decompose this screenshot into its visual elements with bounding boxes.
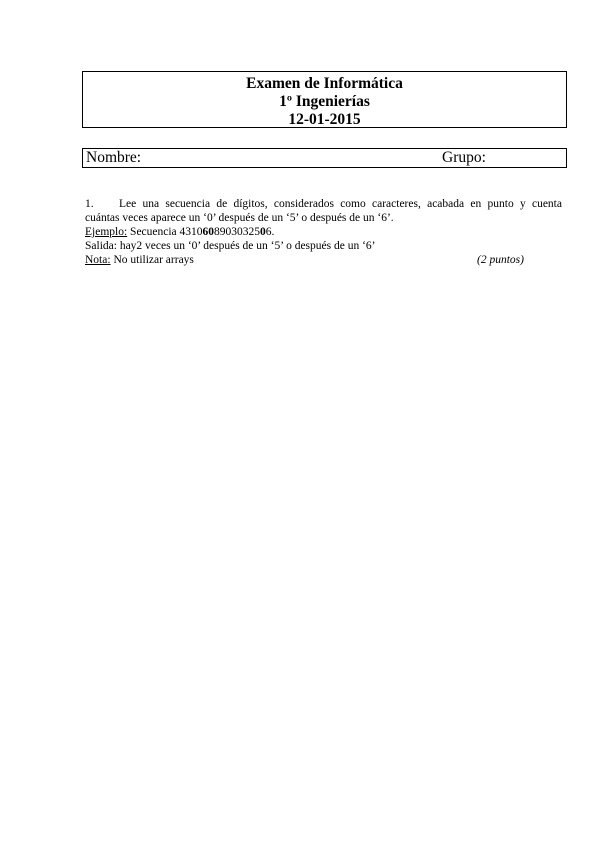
example-suffix: 6.	[265, 226, 275, 238]
student-info-box	[82, 148, 567, 168]
note-text: No utilizar arrays	[110, 254, 194, 266]
example-line	[85, 225, 562, 239]
note-line	[85, 253, 562, 267]
question-text-line1: Lee una secuencia de dígitos, considerados como caracteres, acabada en punto y cuenta	[119, 198, 562, 210]
example-highlight-2: 0	[260, 226, 266, 238]
question-1	[85, 197, 562, 267]
output-line: Salida: hay2 veces un ‘0’ después de un ‘5’ o después de un ‘6’	[85, 240, 376, 252]
name-label: Nombre:	[86, 149, 142, 166]
exam-title: Examen de Informática	[246, 75, 403, 92]
question-number: 1.	[85, 198, 94, 210]
example-highlight-1: 60	[202, 226, 215, 238]
example-middle: 89030325	[214, 226, 261, 238]
group-label: Grupo:	[442, 149, 486, 166]
exam-date: 12-01-2015	[288, 111, 361, 128]
example-label: Ejemplo:	[85, 226, 128, 238]
question-statement-line1	[85, 197, 562, 211]
exam-header-box	[82, 71, 567, 128]
note-label: Nota:	[85, 254, 111, 266]
example-prefix: Secuencia 4310	[127, 226, 203, 238]
question-text-line2: cuántas veces aparece un ‘0’ después de un ‘5’ o después de un ‘6’.	[85, 212, 394, 224]
exam-course: 1º Ingenierías	[279, 93, 370, 110]
points-label: (2 puntos)	[477, 254, 524, 266]
